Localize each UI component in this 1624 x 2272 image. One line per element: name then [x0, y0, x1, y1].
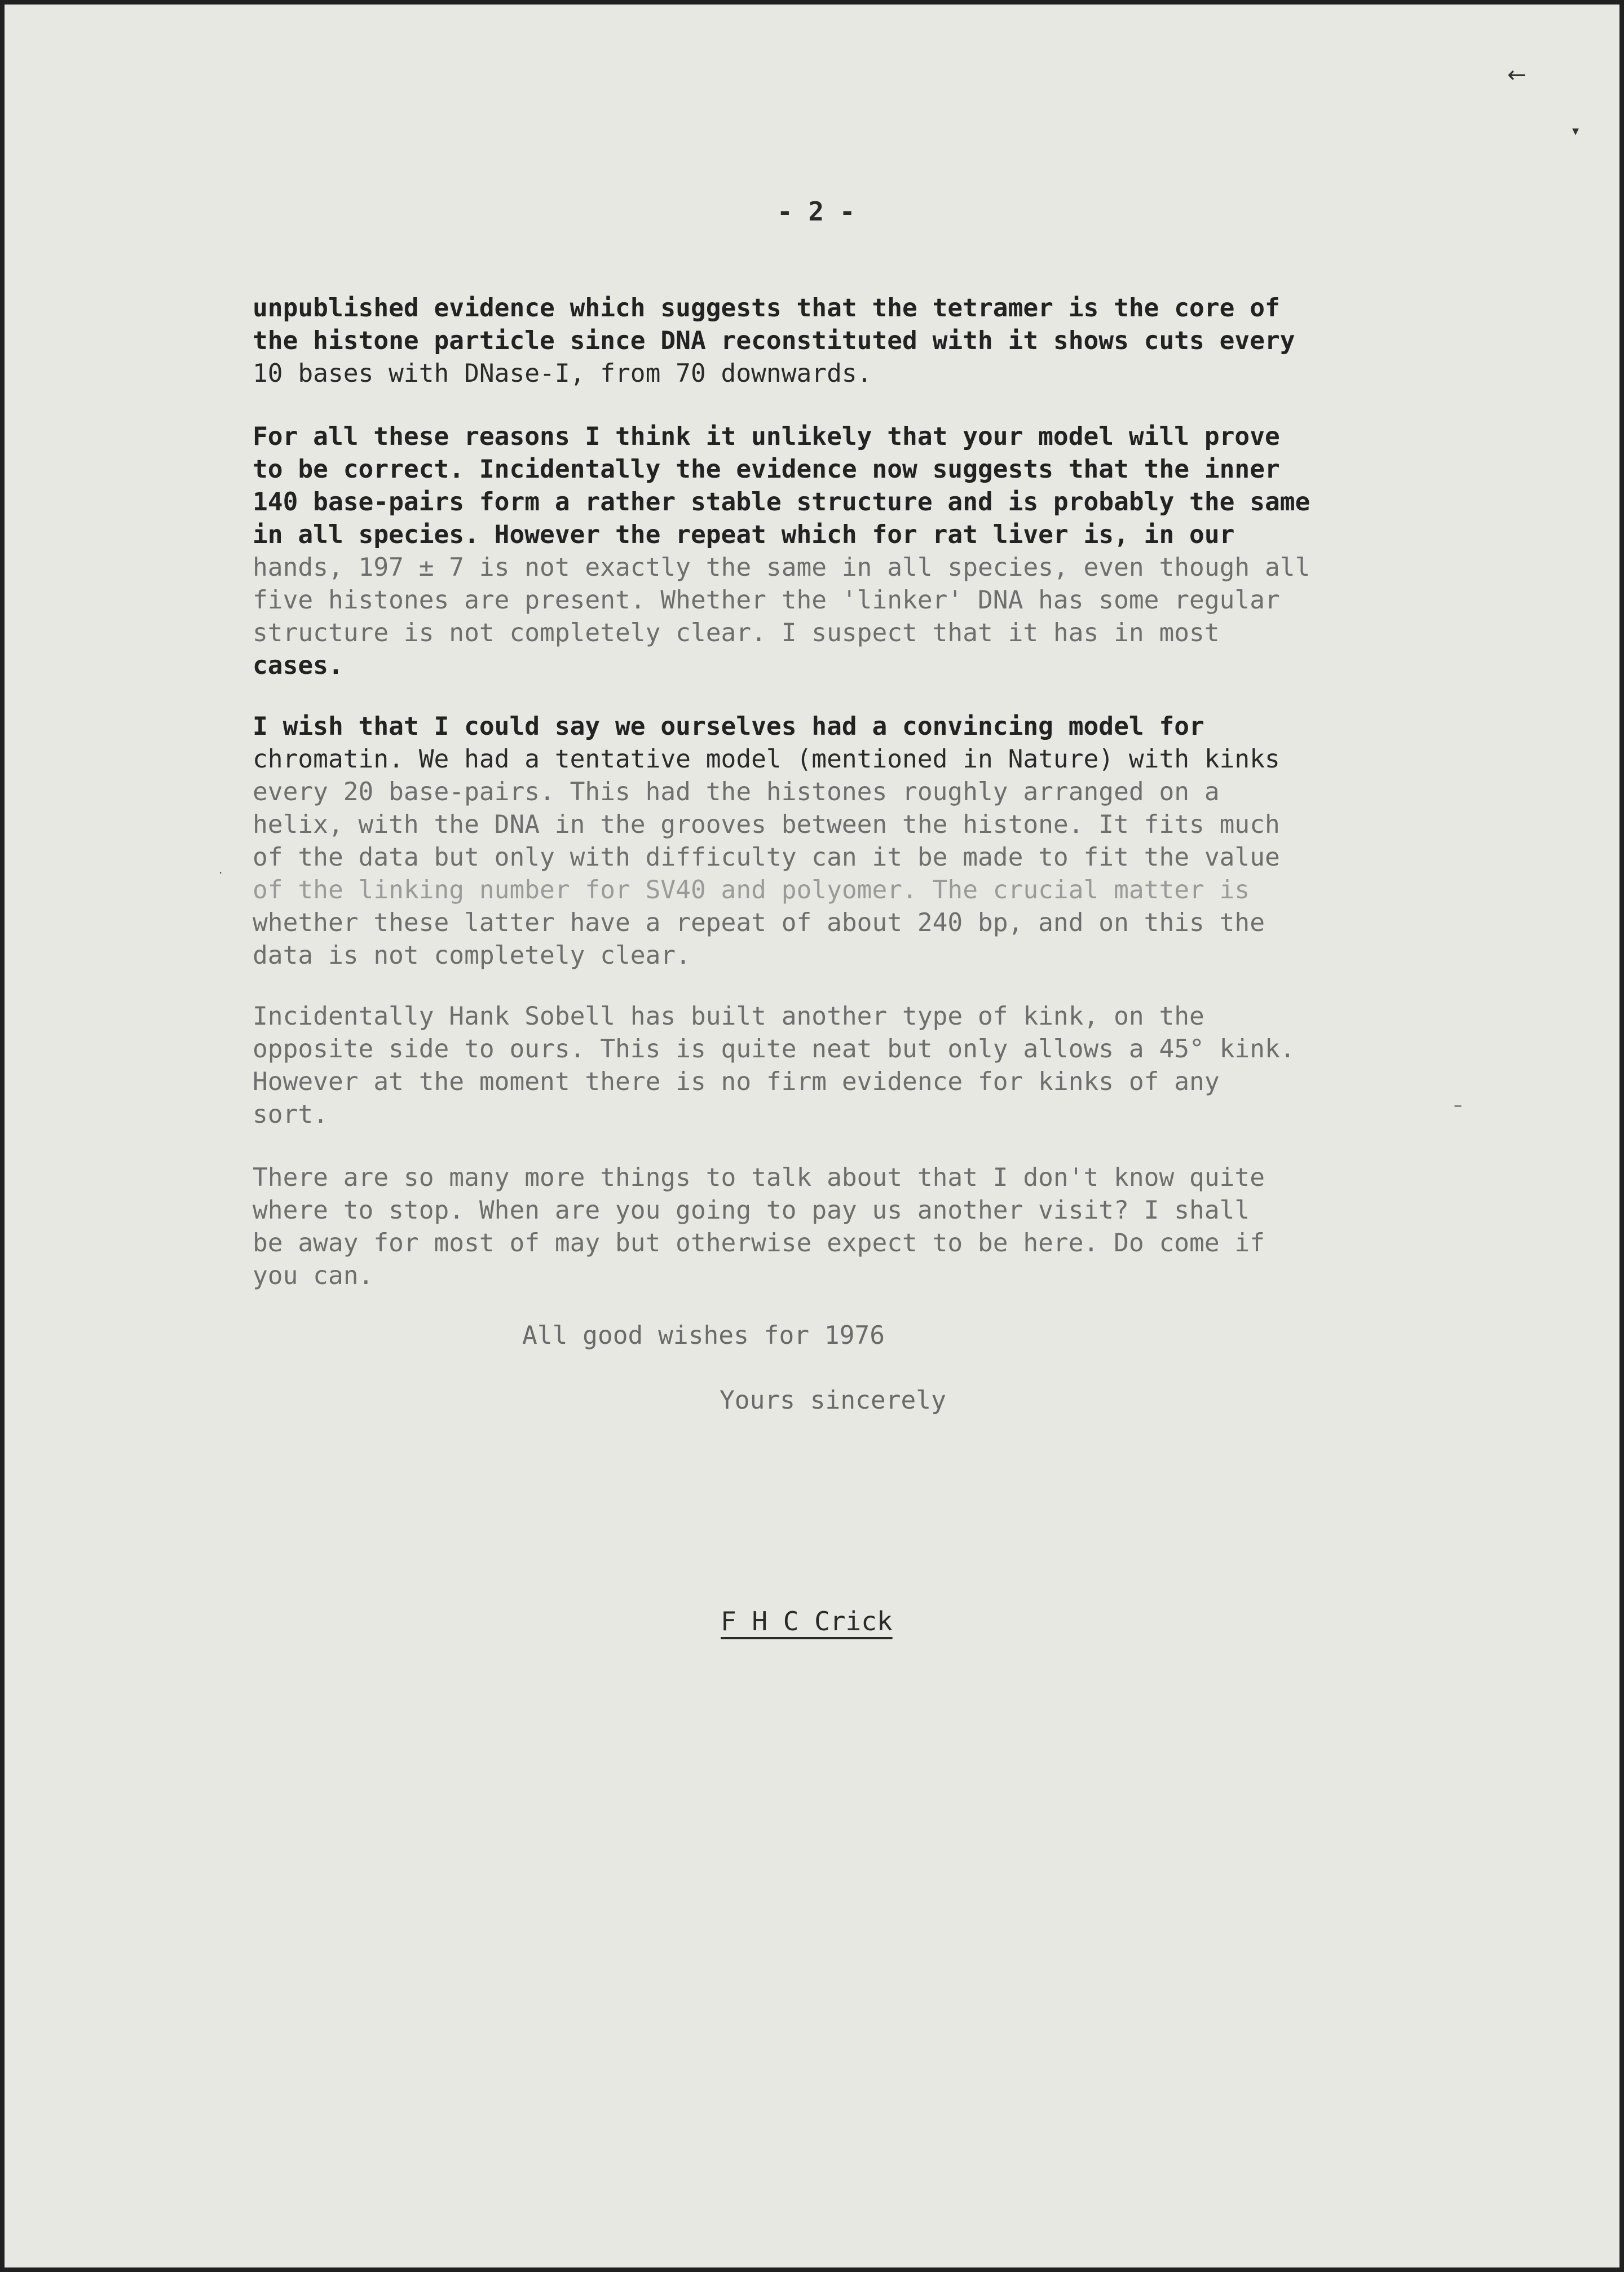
text-line: opposite side to ours. This is quite neat but only allows a 45° kink. — [253, 1035, 1295, 1064]
margin-dot-mark: · — [219, 866, 223, 880]
text-line: data is not completely clear. — [253, 941, 691, 970]
text-line: every 20 base-pairs. This had the histones roughly arranged on a — [253, 778, 1220, 806]
text-line: where to stop. When are you going to pay us another visit? I shall — [253, 1196, 1250, 1225]
text-line: the histone particle since DNA reconstituted with it shows cuts every — [253, 327, 1295, 355]
text-line: I wish that I could say we ourselves had a convincing model for — [253, 712, 1204, 741]
closing-wishes: All good wishes for 1976 — [522, 1321, 885, 1350]
text-line: 10 bases with DNase-I, from 70 downwards. — [253, 359, 872, 388]
text-line: be away for most of may but otherwise expect to be here. Do come if — [253, 1229, 1265, 1258]
margin-dot-mark: ▾ — [1572, 123, 1579, 139]
text-line: However at the moment there is no firm evidence for kinks of any — [253, 1067, 1220, 1096]
text-line: sort. — [253, 1100, 328, 1129]
signature: F H C Crick — [721, 1606, 893, 1636]
text-line: helix, with the DNA in the grooves between the histone. It fits much — [253, 810, 1280, 839]
text-line: you can. — [253, 1261, 374, 1290]
text-line: chromatin. We had a tentative model (mentioned in Nature) with kinks — [253, 745, 1280, 774]
text-line: to be correct. Incidentally the evidence now suggests that the inner — [253, 455, 1280, 484]
text-line: structure is not completely clear. I suspect that it has in most — [253, 619, 1220, 647]
paragraph-2 — [253, 421, 1386, 682]
text-line: cases. — [253, 651, 343, 680]
text-line: Incidentally Hank Sobell has built another type of kink, on the — [253, 1002, 1204, 1031]
text-line: hands, 197 ± 7 is not exactly the same in all species, even though all — [253, 553, 1310, 582]
margin-arrow-mark: ← — [1507, 62, 1526, 88]
text-line: There are so many more things to talk about that I don't know quite — [253, 1163, 1265, 1192]
text-line: unpublished evidence which suggests that the tetramer is the core of — [253, 294, 1280, 323]
text-line: 140 base-pairs form a rather stable structure and is probably the same — [253, 488, 1310, 517]
closing-sign-off: Yours sincerely — [720, 1386, 946, 1415]
margin-dash-mark: – — [1454, 1096, 1462, 1115]
text-line: of the data but only with difficulty can it be made to fit the value — [253, 843, 1280, 872]
page-number: - 2 - — [777, 196, 855, 227]
text-line: five histones are present. Whether the 'linker' DNA has some regular — [253, 586, 1280, 615]
text-line: For all these reasons I think it unlikely that your model will prove — [253, 422, 1280, 451]
paragraph-1 — [253, 292, 1386, 390]
text-line: of the linking number for SV40 and polyomer. The crucial matter is — [253, 876, 1250, 905]
paragraph-5 — [253, 1162, 1386, 1292]
text-line: in all species. However the repeat which for rat liver is, in our — [253, 520, 1235, 549]
text-line: whether these latter have a repeat of about 240 bp, and on this the — [253, 908, 1265, 937]
paragraph-4 — [253, 1000, 1386, 1131]
paragraph-3 — [253, 711, 1386, 972]
